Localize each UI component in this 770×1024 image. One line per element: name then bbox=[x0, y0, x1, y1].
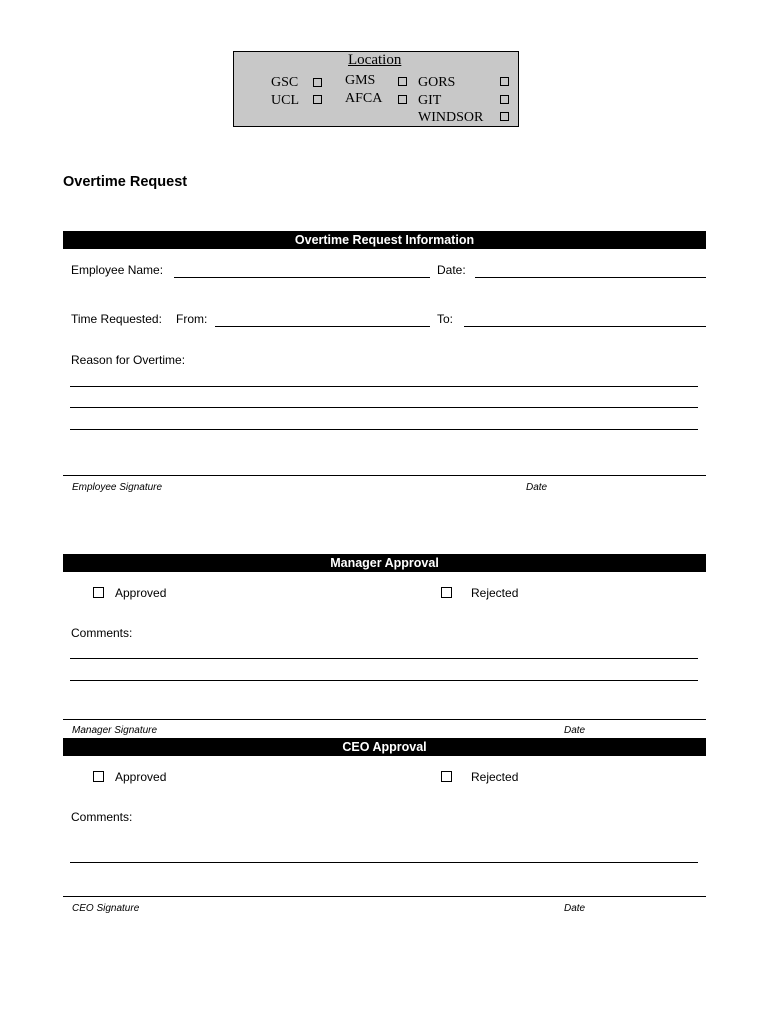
manager-comments-line-1[interactable] bbox=[70, 658, 698, 659]
location-gors-checkbox[interactable] bbox=[500, 77, 509, 86]
ceo-approved-checkbox[interactable] bbox=[93, 771, 104, 782]
ceo-rejected-label: Rejected bbox=[471, 770, 519, 784]
location-box bbox=[233, 51, 519, 127]
location-windsor-label: WINDSOR bbox=[418, 110, 484, 125]
manager-comments-label: Comments: bbox=[71, 626, 133, 640]
location-gsc-label: GSC bbox=[271, 75, 299, 90]
location-git-checkbox[interactable] bbox=[500, 95, 509, 104]
info-section-header: Overtime Request Information bbox=[63, 231, 706, 249]
location-windsor-checkbox[interactable] bbox=[500, 112, 509, 121]
location-gors-label: GORS bbox=[418, 75, 456, 90]
ceo-signature-line[interactable] bbox=[63, 896, 706, 897]
manager-comments-line-2[interactable] bbox=[70, 680, 698, 681]
employee-signature-line[interactable] bbox=[63, 475, 706, 476]
time-to-field[interactable] bbox=[464, 326, 706, 327]
location-ucl-checkbox[interactable] bbox=[313, 95, 322, 104]
location-git-label: GIT bbox=[418, 93, 442, 108]
ceo-signature-date-label: Date bbox=[564, 903, 586, 914]
location-title: Location bbox=[348, 52, 402, 68]
ceo-comments-label: Comments: bbox=[71, 810, 133, 824]
location-gms-checkbox[interactable] bbox=[398, 77, 407, 86]
time-requested-label: Time Requested: bbox=[71, 312, 162, 326]
manager-rejected-checkbox[interactable] bbox=[441, 587, 452, 598]
manager-signature-label: Manager Signature bbox=[72, 725, 158, 736]
location-gsc-checkbox[interactable] bbox=[313, 78, 322, 87]
location-afca-checkbox[interactable] bbox=[398, 95, 407, 104]
employee-signature-label: Employee Signature bbox=[72, 482, 163, 493]
manager-approved-checkbox[interactable] bbox=[93, 587, 104, 598]
from-label: From: bbox=[176, 312, 208, 326]
reason-line-2[interactable] bbox=[70, 407, 698, 408]
date-field[interactable] bbox=[475, 277, 706, 278]
date-label: Date: bbox=[437, 263, 466, 277]
reason-line-1[interactable] bbox=[70, 386, 698, 387]
manager-approved-label: Approved bbox=[115, 586, 167, 600]
ceo-comments-line-1[interactable] bbox=[70, 862, 698, 863]
manager-signature-line[interactable] bbox=[63, 719, 706, 720]
manager-section-header: Manager Approval bbox=[63, 554, 706, 572]
page-title: Overtime Request bbox=[63, 174, 188, 190]
ceo-signature-label: CEO Signature bbox=[72, 903, 140, 914]
manager-signature-date-label: Date bbox=[564, 725, 586, 736]
ceo-approved-label: Approved bbox=[115, 770, 167, 784]
employee-name-field[interactable] bbox=[174, 277, 430, 278]
reason-label: Reason for Overtime: bbox=[71, 353, 186, 367]
time-from-field[interactable] bbox=[215, 326, 430, 327]
manager-rejected-label: Rejected bbox=[471, 586, 519, 600]
ceo-section-header: CEO Approval bbox=[63, 738, 706, 756]
to-label: To: bbox=[437, 312, 454, 326]
location-afca-label: AFCA bbox=[345, 91, 383, 106]
employee-signature-date-label: Date bbox=[526, 482, 548, 493]
location-ucl-label: UCL bbox=[271, 93, 299, 108]
reason-line-3[interactable] bbox=[70, 429, 698, 430]
location-gms-label: GMS bbox=[345, 73, 376, 88]
ceo-rejected-checkbox[interactable] bbox=[441, 771, 452, 782]
employee-name-label: Employee Name: bbox=[71, 263, 164, 277]
